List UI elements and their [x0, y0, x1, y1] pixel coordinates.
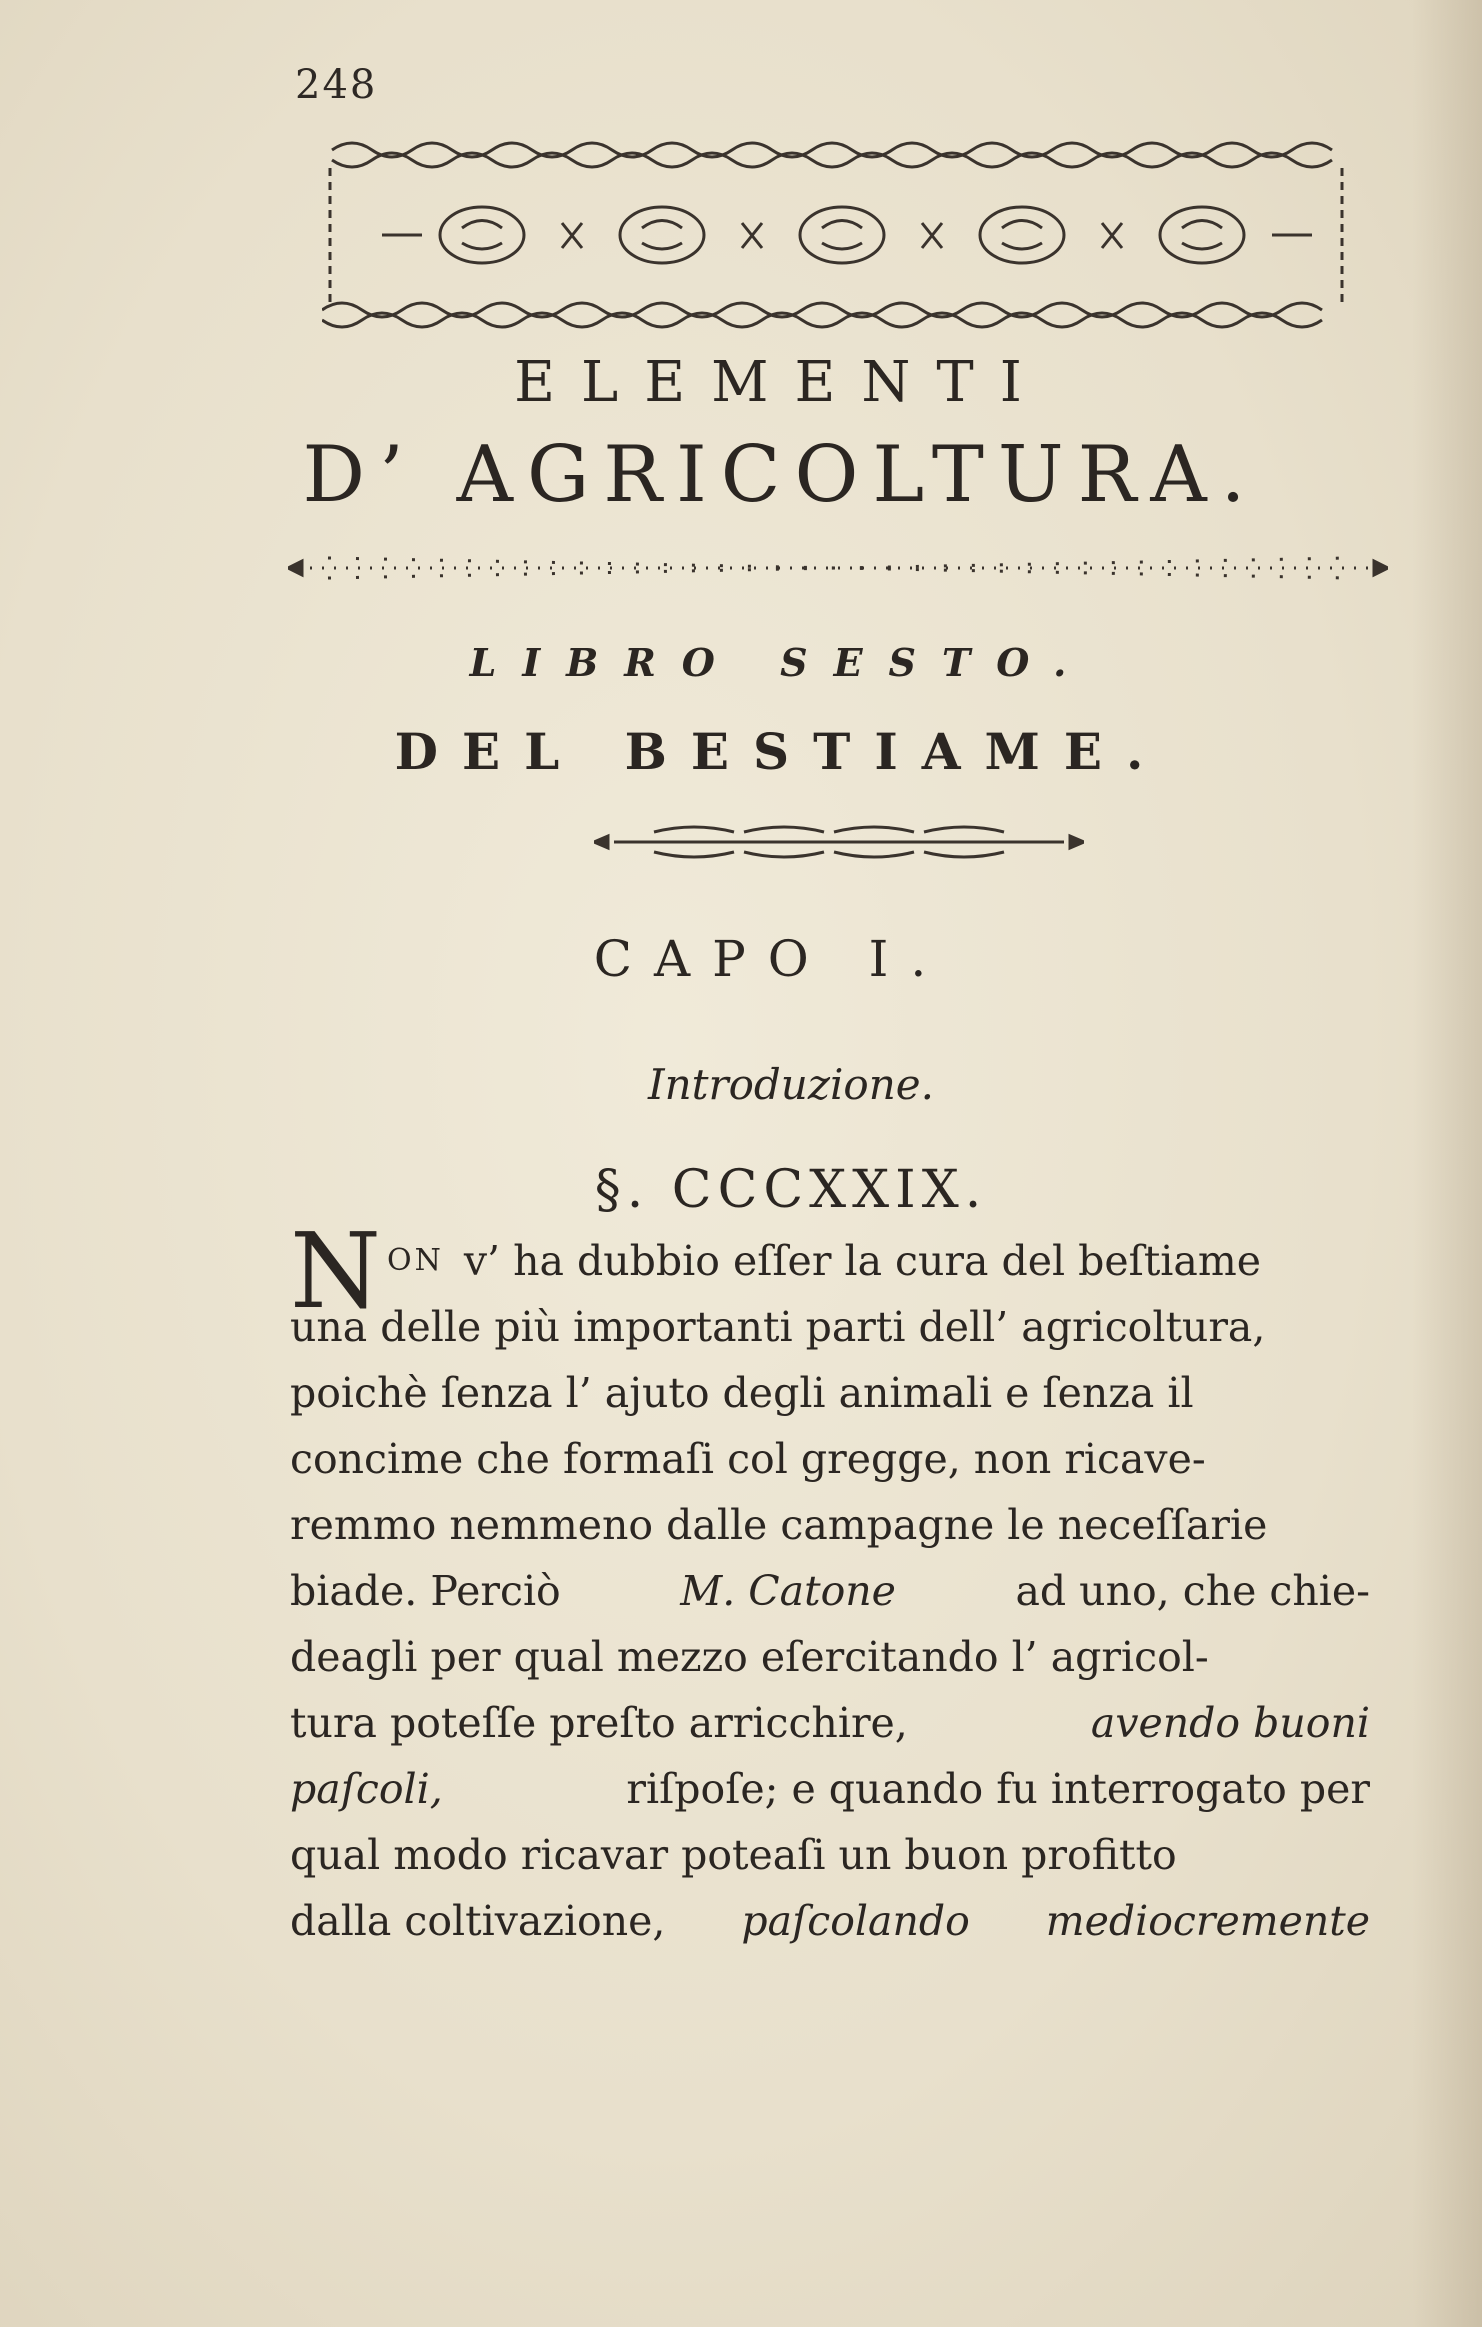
page-number: 248: [295, 62, 378, 108]
italic-name: M. Catone: [680, 1567, 896, 1615]
text-line: [290, 1756, 1370, 1822]
italic-quote: avendo buoni: [1090, 1699, 1370, 1747]
text-span: riſpoſe; e quando fu interrogato per: [626, 1765, 1370, 1813]
text-span: v’ ha dubbio eſſer la cura del beſtiame: [463, 1237, 1261, 1285]
text-span: biade. Perciò: [290, 1567, 561, 1615]
title-line-2: D’ AGRICOLTURA.: [302, 430, 1260, 520]
text-line: [290, 1624, 1370, 1690]
text-span: ad uno, che chie-: [1015, 1567, 1370, 1615]
body-text: [290, 1210, 1370, 1954]
text-span: concime che formaſi col gregge, non ricave-: [290, 1435, 1206, 1483]
text-line: [290, 1492, 1370, 1558]
small-ornamental-rule: [594, 820, 1084, 864]
title-line-1: ELEMENTI: [514, 350, 1048, 415]
text-span: deagli per qual mezzo eſercitando l’ agricol-: [290, 1633, 1209, 1681]
italic-quote: paſcolando: [741, 1897, 970, 1945]
subject-heading: DEL BESTIAME.: [394, 722, 1168, 781]
italic-quote: mediocremente: [1045, 1897, 1370, 1945]
text-line: [290, 1690, 1370, 1756]
text-span: tura poteſſe preſto arricchire,: [290, 1699, 908, 1747]
text-span: qual modo ricavar poteaſi un buon profitto: [290, 1831, 1177, 1879]
text-span: dalla coltivazione,: [290, 1897, 666, 1945]
text-line: [290, 1294, 1370, 1360]
text-span: una delle più importanti parti dell’ agricoltura,: [290, 1303, 1266, 1351]
section-number: §. CCCXXIX.: [594, 1160, 988, 1220]
chapter-title: Introduzione.: [648, 1060, 934, 1109]
text-line: [290, 1822, 1370, 1888]
book-heading: LIBRO SESTO.: [469, 640, 1093, 685]
text-line: [290, 1558, 1370, 1624]
ornamental-headpiece: [322, 128, 1362, 338]
text-line: [290, 1888, 1370, 1954]
first-word-smallcaps: ON: [387, 1243, 444, 1278]
text-line: [290, 1426, 1370, 1492]
text-span: remmo nemmeno dalle campagne le neceſſarie: [290, 1501, 1268, 1549]
text-line: [290, 1360, 1370, 1426]
italic-quote: paſcoli,: [290, 1765, 443, 1813]
drop-cap: N: [290, 1210, 381, 1332]
ornamental-rule: [288, 548, 1388, 588]
chapter-heading: CAPO I.: [593, 930, 949, 988]
text-span: poichè ſenza l’ ajuto degli animali e ſenza il: [290, 1369, 1194, 1417]
